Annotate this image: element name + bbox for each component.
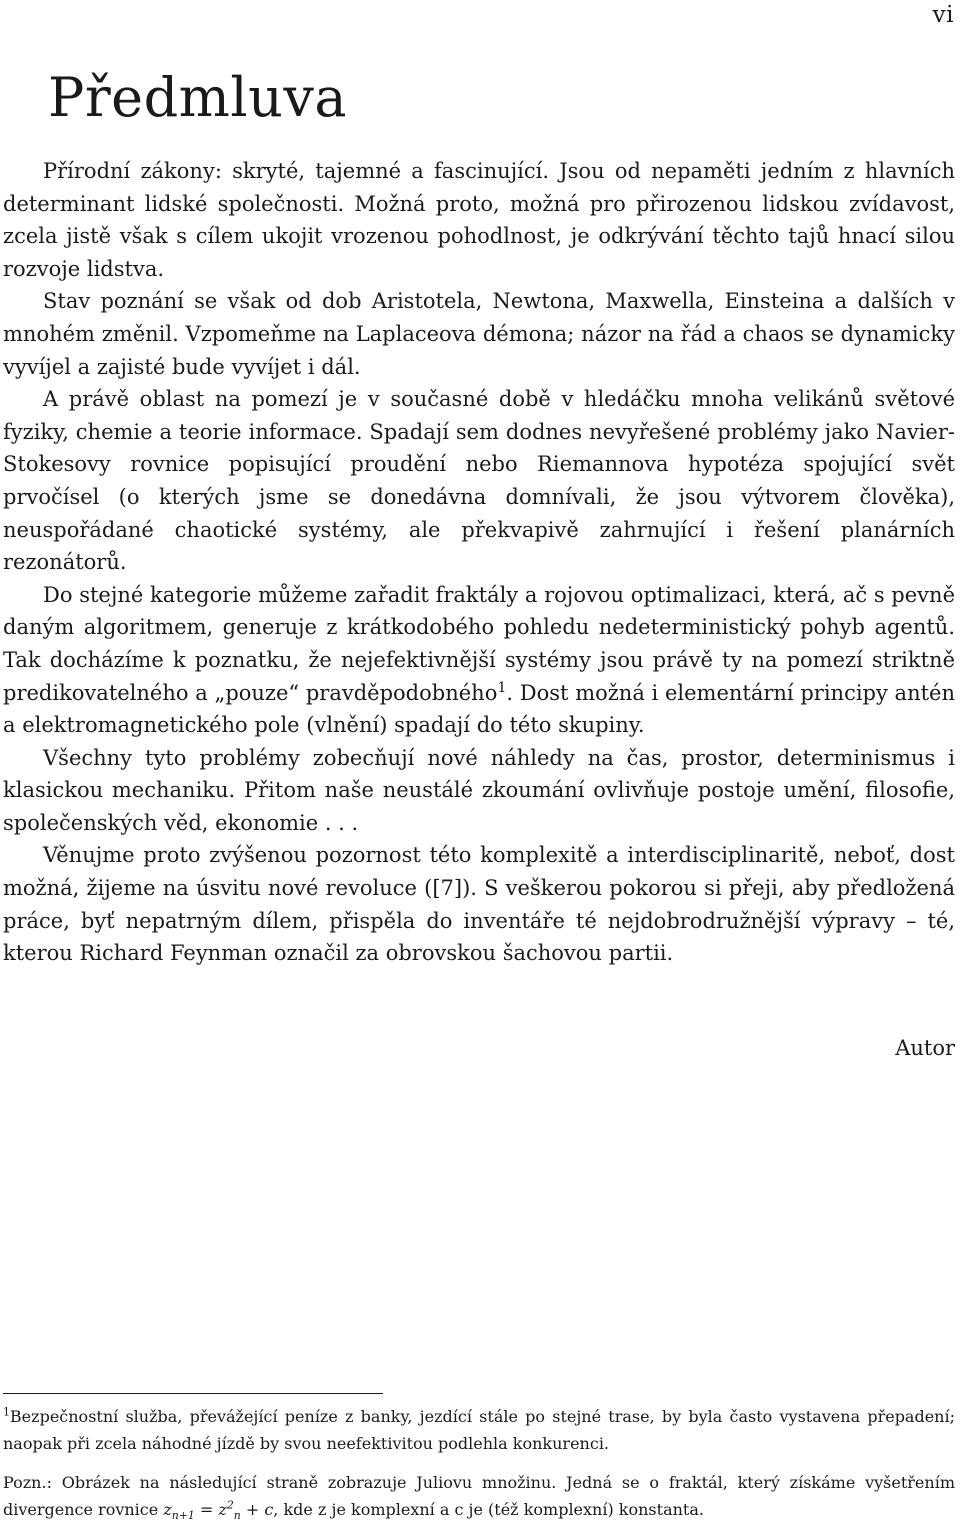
note-text-end: , kde z je komplexní a c je (též komplexní) konstanta.: [273, 1500, 704, 1519]
equation-constant: + c: [240, 1500, 274, 1519]
paragraph-4: [3, 579, 955, 742]
equation: [163, 1498, 274, 1523]
footnote-reference[interactable]: 1: [497, 679, 507, 696]
paragraph-3: A právě oblast na pomezí je v současné době v hledáčku mnoha velikánů světové fyziky, chemie a teorie informace. Spadají sem dodnes nevyřešené problémy jako Navier-Stokesovy rovnice popisující proudění nebo Riemannova hypotéza spojující svět prvočísel (o kterých jsme se donedávna domnívali, že jsou výtvorem člověka), neuspořádané chaotické systémy, ale překvapivě zahrnující i řešení planárních rezonátorů.: [3, 387, 955, 575]
equation-variable: z: [163, 1500, 172, 1519]
signature: Autor: [895, 1036, 955, 1060]
equation-equals: =: [194, 1500, 219, 1519]
paragraph-6: Věnujme proto zvýšenou pozornost této komplexitě a interdisciplinaritě, neboť, dost možná, žijeme na úsvitu nové revoluce ([7]). S veškerou pokorou si přeji, aby předložená práce, byť nepatrným dílem, přispěla do inventáře té nejdobrodružnější výpravy – té, kterou Richard Feynman označil za obrovskou šachovou partii.: [3, 843, 955, 966]
footnote-divider: [3, 1393, 383, 1394]
footnote: [3, 1403, 955, 1457]
paragraph-2: Stav poznání se však od dob Aristotela, Newtona, Maxwella, Einsteina a dalších v mnohém změnil. Vzpomeňme na Laplaceova démona; názor na řád a chaos se dynamicky vyvíjel a zajisté bude vyvíjet i dál.: [3, 289, 955, 379]
note-text: Pozn.: Obrázek na následující straně zobrazuje Juliovu množinu. Jedná se o fraktál, který získáme vyšetřením divergence rovnice: [3, 1473, 955, 1519]
footnote-text: Bezpečnostní služba, převážející peníze z banky, jezdící stále po stejné trase, by byla často vystavena přepadení; naopak při zcela náhodné jízdě by svou neefektivitou podlehla konkurenci.: [3, 1407, 955, 1453]
paragraph-5: Všechny tyto problémy zobecňují nové náhledy na čas, prostor, determinismus i klasickou mechaniku. Přitom naše neustálé zkoumání ovlivňuje postoje umění, filosofie, společenských věd, ekonomie . . .: [3, 745, 955, 835]
paragraph-4-text: Do stejné kategorie můžeme zařadit fraktály a rojovou optimalizaci, která, ač s pevně daným algoritmem, generuje z krátkodobého pohledu nedeterministický pohyb agentů. Tak docházíme k poznatku, že nejefektivnější systémy jsou právě ty na pomezí striktně predikovatelného a „pouze“ pravděpodobného: [3, 582, 955, 705]
page-title: Předmluva: [48, 66, 348, 129]
paragraph-1: Přírodní zákony: skryté, tajemné a fascinující. Jsou od nepaměti jedním z hlavních determinant lidské společnosti. Možná proto, možná pro přirozenou lidskou zvídavost, zcela jistě však s cílem ukojit vrozenou pohodlnost, je odkrývání těchto tajů hnací silou rozvoje lidstva.: [3, 159, 955, 281]
page-number: vi: [932, 2, 954, 28]
equation-subscript-rhs: n: [233, 1509, 241, 1523]
footnote-mark: 1: [3, 1405, 10, 1419]
paragraph-4-text-end: . Dost možná i elementární principy antén a elektromagnetického pole (vlnění) spadají do této skupiny.: [3, 680, 955, 738]
equation-variable-rhs: z: [218, 1500, 227, 1519]
equation-subscript: n+1: [171, 1509, 195, 1523]
equation-exponent: 2: [226, 1498, 234, 1512]
figure-note: [3, 1469, 955, 1523]
footnote-area: [3, 1403, 955, 1523]
preface-body: [3, 155, 955, 970]
